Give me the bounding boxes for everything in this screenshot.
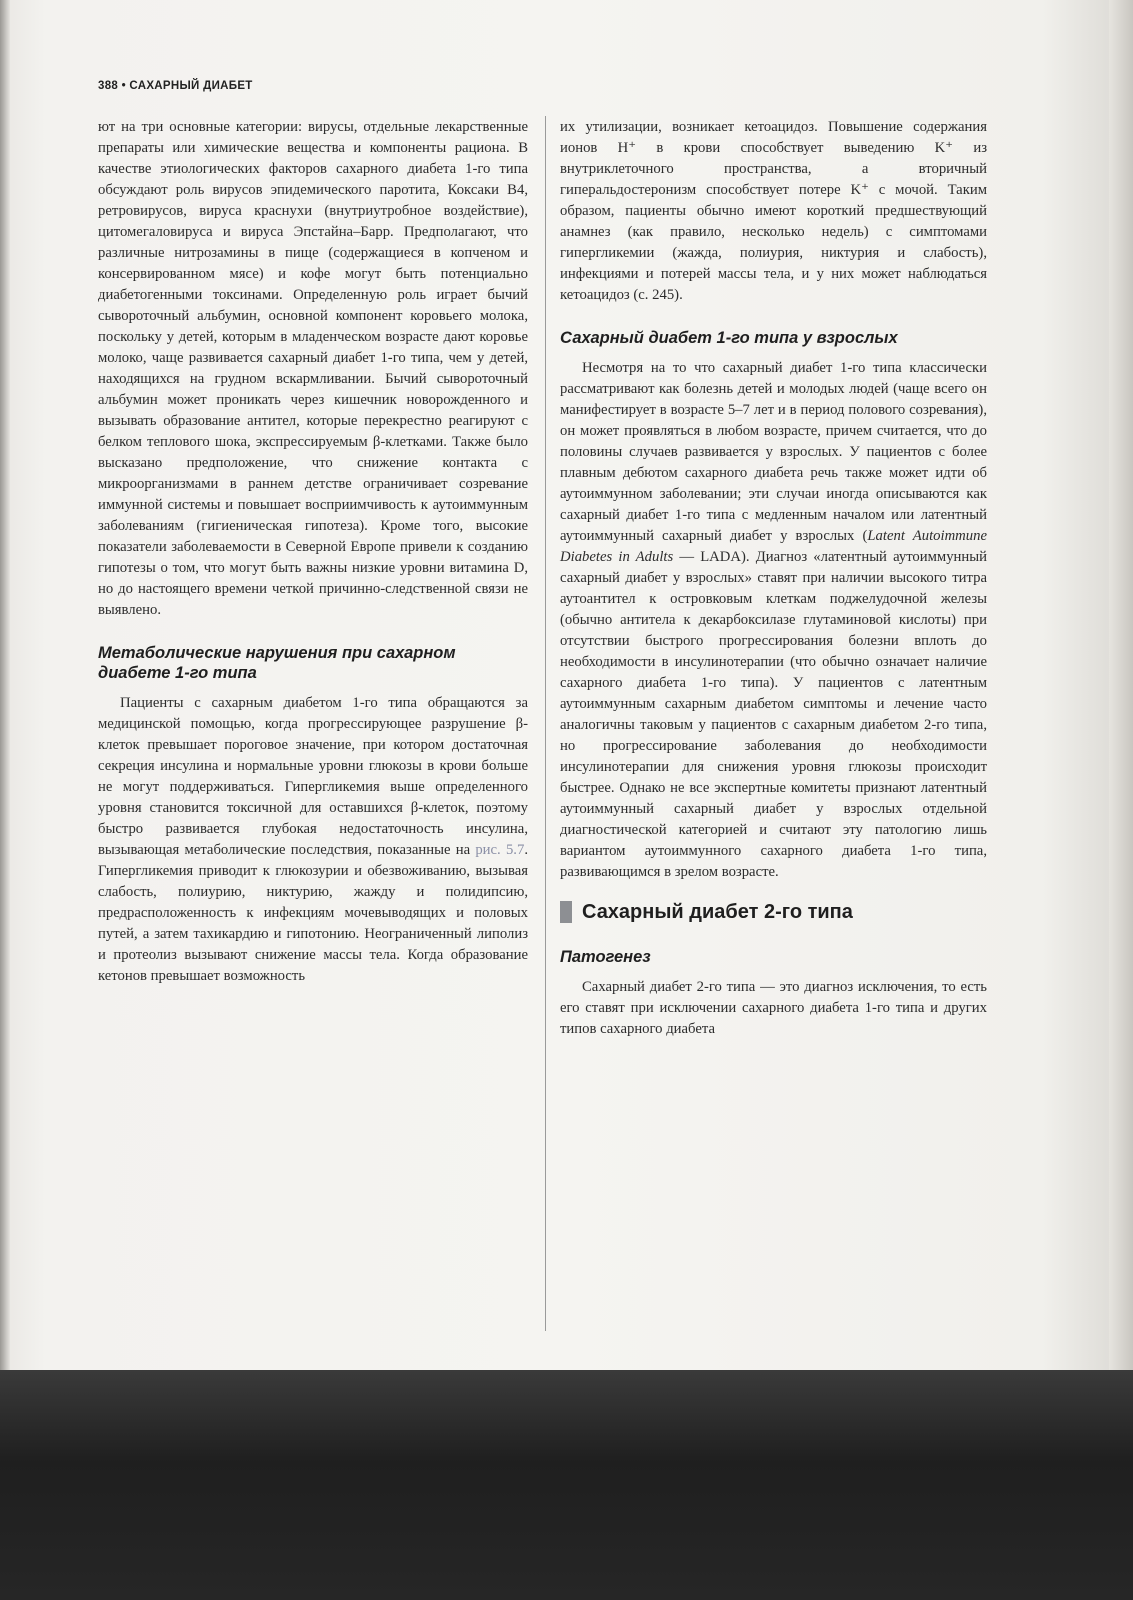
left-paragraph-1: ют на три основные категории: вирусы, отдельные лекарственные препараты или химические вещества и компоненты рациона. В качестве этиологических факторов сахарного диабета 1-го типа обсуждают роль вирусов эпидемического паротита, Коксаки В4, ретровирусов, вируса краснухи (внутриутробное воздействие), цитомегаловируса и вируса Эпстайна–Барр. Предполагают, что различные нитрозамины в пище (содержащиеся в копченом и консервированном мясе) и кофе могут быть потенциально диабетогенными токсинами. Определенную роль играет бычий сывороточный альбумин, основной компонент коровьего молока, поскольку у детей, которым в младенческом возрасте дают коровье молоко, чаще развивается сахарный диабет 1-го типа, чем у детей, находящихся на грудном вскармливании. Бычий сывороточный альбумин может проникать через кишечник новорожденного и вызывать образование антител, которые перекрестно реагируют с белком теплового шока, экспрессируемым β-клетками. Также было высказано предположение, что снижение контакта с микроорганизмами в раннем детстве ограничивает созревание иммунной системы и повышает восприимчивость к аутоиммунным заболеваниям (гигиеническая гипотеза). Кроме того, высокие показатели заболеваемости в Северной Европе привели к созданию гипотезы о том, что могут быть важны низкие уровни витамина D, но до настоящего времени четкой причинно-следственной связи не выявлено. xyxy=(98,119,528,618)
page-edge xyxy=(1109,0,1133,1370)
section-marker-bar xyxy=(560,901,572,923)
page-spine-shadow xyxy=(0,0,10,1370)
heading-metabolic-disorders: Метаболические нарушения при сахарном диабете 1-го типа xyxy=(98,644,456,682)
section-heading-type2 xyxy=(560,899,987,925)
running-head: 388 • САХАРНЫЙ ДИАБЕТ xyxy=(98,80,253,92)
left-column xyxy=(98,117,528,987)
left-paragraph-2-end: . Гипергликемия приводит к глюкозурии и обезвоживанию, вызывая слабость, полиурию, никтурию, жажду и полидипсию, предрасположенность к инфекциям мочевыводящих и половых путей, а затем тахикардию и гипотонию. Неограниченный липолиз и протеолиз вызывают снижение массы тела. Когда образование кетонов превышает возможность xyxy=(98,842,528,984)
right-paragraph-2 xyxy=(560,358,987,883)
right-paragraph-2-start: Несмотря на то что сахарный диабет 1-го типа классически рассматривают как болезнь детей и молодых людей (чаще всего он манифестирует в возрасте 5–7 лет и в период полового созревания), он может проявляться в любом возрасте, причем считается, что до половины случаев развивается у взрослых. У пациентов с более плавным дебютом сахарного диабета речь также может идти об аутоиммунном заболевании; эти случаи иногда описываются как сахарный диабет 1-го типа с медленным началом или латентный аутоиммунный сахарный диабет у взрослых ( xyxy=(560,360,987,544)
heading-pathogenesis: Патогенез xyxy=(560,948,651,966)
left-paragraph-2 xyxy=(98,693,528,987)
section-heading-text: Сахарный диабет 2-го типа xyxy=(582,901,853,923)
latin-term: Latent Autoimmune Diabetes in Adults xyxy=(560,528,987,565)
right-column xyxy=(560,117,987,1040)
heading-type1-adults: Сахарный диабет 1-го типа у взрослых xyxy=(560,329,898,347)
figure-reference-link[interactable]: рис. 5.7 xyxy=(475,842,525,858)
left-paragraph-2-start: Пациенты с сахарным диабетом 1-го типа обращаются за медицинской помощью, когда прогрессирующее разрушение β-клеток превышает пороговое значение, при котором достаточная секреция инсулина и нормальные уровни глюкозы в крови больше не могут поддерживаться. Гипергликемия выше определенного уровня становится токсичной для оставшихся β-клеток, поэтому быстро развивается глубокая недостаточность инсулина, вызывающая метаболические последствия, показанные на xyxy=(98,695,528,858)
right-paragraph-3: Сахарный диабет 2-го типа — это диагноз исключения, то есть его ставят при исключении сахарного диабета 1-го типа и других типов сахарного диабета xyxy=(560,979,987,1037)
dark-background xyxy=(0,1370,1133,1600)
column-divider xyxy=(545,116,546,1331)
right-paragraph-2-end: — LADA). Диагноз «латентный аутоиммунный сахарный диабет у взрослых» ставят при наличии высокого титра аутоантител к островковым клеткам поджелудочной железы (обычно антитела к декарбоксилазе глутаминовой кислоты) при отсутствии быстрого прогрессирования болезни вплоть до необходимости в инсулинотерапии (что обычно означает наличие сахарного диабета 1-го типа). У пациентов с латентным аутоиммунным сахарным диабетом симптомы и лечение часто аналогичны таковым у пациентов с сахарным диабетом 2-го типа, но прогрессирование заболевания до необходимости инсулинотерапии для снижения уровня глюкозы происходит быстрее. Однако не все экспертные комитеты признают латентный аутоиммунный сахарный диабет у взрослых отдельной диагностической категорией и считают эту патологию лишь вариантом аутоиммунного сахарного диабета 1-го типа, развивающимся в зрелом возрасте. xyxy=(560,549,988,880)
right-paragraph-1: их утилизации, возникает кетоацидоз. Повышение содержания ионов H⁺ в крови способствует выведению K⁺ из внутриклеточного пространства, а вторичный гиперальдостеронизм способствует потере K⁺ с мочой. Таким образом, пациенты обычно имеют короткий предшествующий анамнез (как правило, несколько недель) с симптомами гипергликемии (жажда, полиурия, никтурия и слабость), инфекциями и потерей массы тела, и у них может наблюдаться кетоацидоз (с. 245). xyxy=(560,119,987,303)
